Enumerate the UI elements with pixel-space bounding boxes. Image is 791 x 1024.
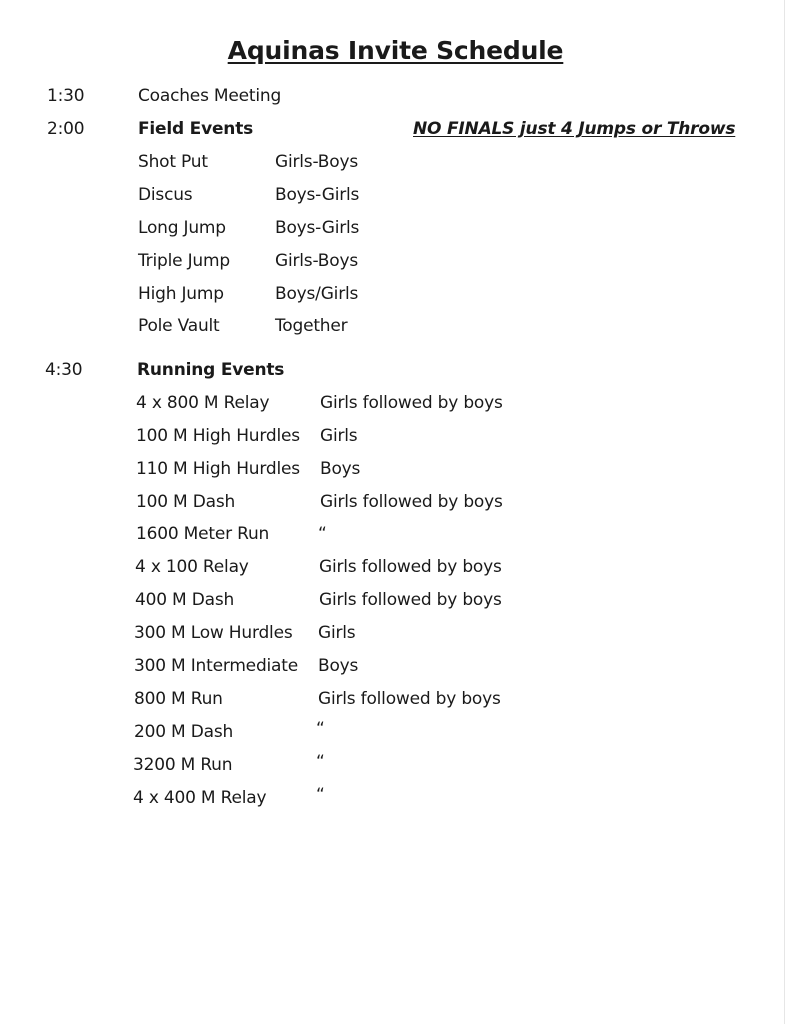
running-event-order: “ bbox=[316, 752, 325, 772]
field-event-name: High Jump bbox=[138, 284, 224, 304]
running-event-order: Girls followed by boys bbox=[320, 393, 503, 413]
field-event-order: Boys-Girls bbox=[275, 218, 360, 238]
field-event-name: Discus bbox=[138, 185, 193, 205]
field-event-name: Shot Put bbox=[138, 152, 208, 172]
running-event-order: Girls bbox=[320, 426, 358, 446]
coaches-time: 1:30 bbox=[47, 86, 85, 106]
coaches-label: Coaches Meeting bbox=[138, 86, 282, 106]
field-event-name: Long Jump bbox=[138, 218, 226, 238]
running-event-order: Girls followed by boys bbox=[318, 689, 501, 709]
field-event-name: Pole Vault bbox=[138, 316, 220, 336]
running-event-order: Girls followed by boys bbox=[320, 492, 503, 512]
running-event-order: Boys bbox=[318, 656, 359, 676]
field-event-name: Triple Jump bbox=[138, 251, 230, 271]
running-event-order: “ bbox=[316, 785, 325, 805]
running-event-name: 3200 M Run bbox=[133, 755, 233, 775]
page-title: Aquinas Invite Schedule bbox=[227, 36, 564, 65]
running-event-name: 300 M Low Hurdles bbox=[134, 623, 293, 643]
field-event-order: Girls-Boys bbox=[275, 251, 358, 271]
field-event-order: Girls-Boys bbox=[275, 152, 358, 172]
running-event-name: 800 M Run bbox=[134, 689, 223, 709]
field-event-order: Boys/Girls bbox=[275, 284, 359, 304]
running-event-name: 100 M High Hurdles bbox=[136, 426, 300, 446]
field-time: 2:00 bbox=[47, 119, 85, 139]
running-event-name: 110 M High Hurdles bbox=[136, 459, 300, 479]
field-heading: Field Events bbox=[138, 119, 254, 139]
running-event-order: Girls bbox=[318, 623, 356, 643]
running-event-name: 1600 Meter Run bbox=[136, 524, 270, 544]
field-note: NO FINALS just 4 Jumps or Throws bbox=[413, 119, 736, 139]
running-event-order: Girls followed by boys bbox=[319, 557, 502, 577]
running-event-order: “ bbox=[316, 719, 325, 739]
running-event-name: 400 M Dash bbox=[135, 590, 235, 610]
running-event-name: 4 x 100 Relay bbox=[135, 557, 249, 577]
running-event-name: 100 M Dash bbox=[136, 492, 236, 512]
running-event-name: 200 M Dash bbox=[134, 722, 234, 742]
running-event-order: “ bbox=[318, 524, 327, 544]
scan-edge bbox=[784, 0, 785, 1024]
running-event-name: 4 x 800 M Relay bbox=[136, 393, 270, 413]
running-time: 4:30 bbox=[45, 360, 83, 380]
field-event-order: Together bbox=[275, 316, 348, 336]
running-event-name: 300 M Intermediate bbox=[134, 656, 299, 676]
running-event-order: Girls followed by boys bbox=[319, 590, 502, 610]
running-event-name: 4 x 400 M Relay bbox=[133, 788, 267, 808]
field-event-order: Boys-Girls bbox=[275, 185, 360, 205]
running-heading: Running Events bbox=[137, 360, 285, 380]
running-event-order: Boys bbox=[320, 459, 361, 479]
